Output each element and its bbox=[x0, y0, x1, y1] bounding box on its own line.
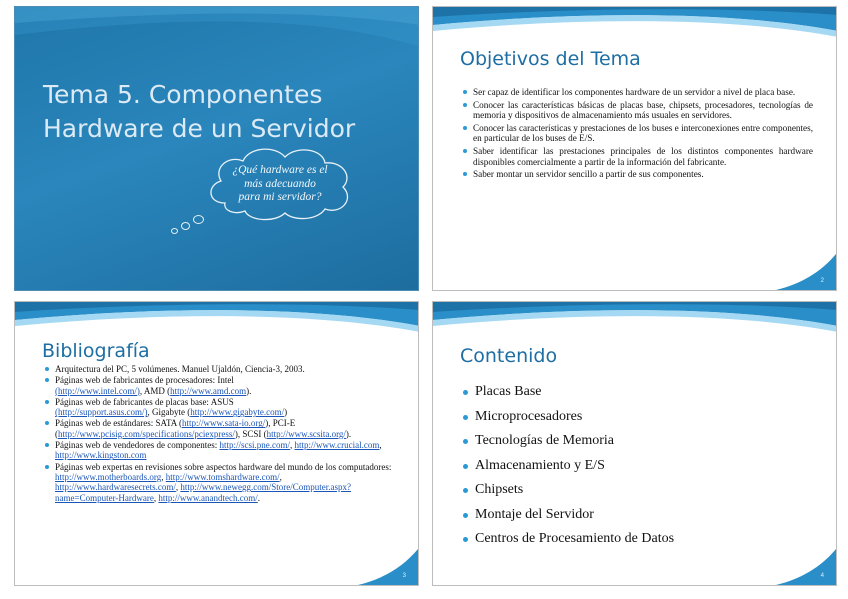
slide-4-contenido bbox=[432, 301, 837, 586]
anandtech-link[interactable]: http://www.anandtech.com/ bbox=[158, 492, 258, 503]
bibliography-list bbox=[45, 364, 395, 504]
bibliography-item bbox=[45, 364, 395, 374]
bib-text: , AMD ( bbox=[139, 385, 171, 396]
pcie-link[interactable]: http://www.pcisig.com/specifications/pciexpress/ bbox=[58, 428, 235, 439]
title-line-2: Hardware de un Servidor bbox=[43, 114, 356, 143]
bib-text: Páginas web de estándares: SATA ( bbox=[55, 418, 183, 429]
objective-item: Saber identificar las prestaciones principales de los distintos componentes hardware disponibles comercialmente a partir de la información del fabricante. bbox=[463, 146, 813, 167]
bib-text: ) bbox=[284, 407, 288, 418]
crucial-link[interactable]: http://www.crucial.com bbox=[294, 440, 380, 451]
thought-line-2: más adecuando bbox=[244, 177, 316, 190]
sata-link[interactable]: http://www.sata-io.org/ bbox=[182, 418, 266, 429]
bib-text: Páginas web de fabricantes de placas base: ASUS bbox=[55, 396, 234, 407]
bib-text: , bbox=[279, 471, 282, 482]
hardwaresecrets-link[interactable]: http://www.hardwaresecrets.com/ bbox=[55, 482, 176, 493]
bib-text: ), PCI-E ( bbox=[55, 418, 296, 439]
bib-text: , bbox=[153, 492, 159, 503]
contents-list bbox=[463, 384, 813, 556]
contents-item: Chipsets bbox=[463, 482, 813, 498]
slide-3-bibliografia bbox=[14, 301, 419, 586]
bibliography-item bbox=[45, 462, 395, 503]
bib-text: , bbox=[161, 471, 166, 482]
bib-text: , bbox=[379, 440, 382, 451]
objective-item: Ser capaz de identificar los componentes hardware de un servidor a nivel de placa base. bbox=[463, 87, 813, 98]
thought-bubble-small bbox=[171, 228, 178, 234]
contents-item: Centros de Procesamiento de Datos bbox=[463, 531, 813, 547]
thought-bubble-medium bbox=[181, 222, 190, 230]
contents-item: Microprocesadores bbox=[463, 409, 813, 425]
slide-4-corner-decoration bbox=[776, 549, 836, 585]
slide-4-title: Contenido bbox=[460, 345, 558, 367]
motherboards-link[interactable]: http://www.motherboards.org bbox=[55, 471, 162, 482]
slide-2-title: Objetivos del Tema bbox=[460, 48, 641, 70]
bibliography-item bbox=[45, 440, 395, 461]
bib-text: , Gigabyte ( bbox=[147, 407, 191, 418]
bib-text: , bbox=[175, 482, 181, 493]
scsi-pne-link[interactable]: http://scsi.pne.com/ bbox=[219, 440, 290, 451]
intel-link[interactable]: (http://www.intel.com/) bbox=[55, 385, 140, 396]
bibliography-item bbox=[45, 418, 395, 439]
bib-text: Páginas web de fabricantes de procesadores: Intel bbox=[55, 375, 234, 386]
slide-3-corner-decoration bbox=[358, 549, 418, 585]
bib-text: Páginas web de vendedores de componentes: bbox=[55, 440, 220, 451]
contents-item: Almacenamiento y E/S bbox=[463, 458, 813, 474]
bib-text: ), SCSI ( bbox=[234, 428, 267, 439]
bib-text: ). bbox=[345, 428, 352, 439]
bibliography-item bbox=[45, 397, 395, 418]
asus-link[interactable]: (http://support.asus.com/) bbox=[55, 407, 148, 418]
amd-link[interactable]: http://www.amd.com bbox=[170, 385, 247, 396]
slide-1-heading bbox=[43, 78, 355, 146]
tomshardware-link[interactable]: http://www.tomshardware.com/ bbox=[165, 471, 280, 482]
thought-line-1: ¿Qué hardware es el bbox=[232, 164, 328, 176]
thought-line-3: para mi servidor? bbox=[238, 191, 322, 203]
slide-2-page-number: 2 bbox=[820, 278, 824, 284]
title-line-1: Tema 5. Componentes bbox=[43, 80, 323, 109]
objectives-list bbox=[463, 87, 813, 182]
slide-2-objetivos bbox=[432, 6, 837, 291]
scsi-link[interactable]: http://www.scsita.org/ bbox=[266, 428, 346, 439]
newegg-link[interactable]: http://www.newegg.com/Store/Computer.aspx?name=Computer-Hardware bbox=[55, 482, 352, 503]
thought-bubble-large bbox=[193, 215, 204, 224]
bib-text: Páginas web expertas en revisiones sobre aspectos hardware del mundo de los computadores: bbox=[55, 461, 392, 472]
contents-item: Montaje del Servidor bbox=[463, 507, 813, 523]
bib-text: . bbox=[257, 492, 261, 503]
slide-3-title: Bibliografía bbox=[42, 340, 150, 362]
contents-item: Tecnologías de Memoria bbox=[463, 433, 813, 449]
slide-1-title bbox=[14, 6, 419, 291]
kingston-link[interactable]: http://www.kingston.com bbox=[55, 450, 147, 461]
bib-text: ). bbox=[246, 385, 252, 396]
slide-2-corner-decoration bbox=[776, 254, 836, 290]
contents-item: Placas Base bbox=[463, 384, 813, 400]
slide-1-wave-decoration bbox=[15, 7, 419, 77]
objective-item: Conocer las características y prestaciones de los buses e interconexiones entre componentes, en particular de los buses de E/S. bbox=[463, 123, 813, 144]
gigabyte-link[interactable]: http://www.gigabyte.com/ bbox=[190, 407, 285, 418]
thought-text bbox=[218, 164, 342, 205]
bibliography-item bbox=[45, 375, 395, 396]
slide-3-page-number: 3 bbox=[402, 573, 406, 579]
slide-4-page-number: 4 bbox=[820, 573, 824, 579]
objective-item: Saber montar un servidor sencillo a partir de sus componentes. bbox=[463, 169, 813, 180]
objective-item: Conocer las características básicas de placas base, chipsets, procesadores, tecnologías de memoria y dispositivos de almacenamiento más usuales en servidores. bbox=[463, 100, 813, 121]
bib-text: Arquitectura del PC, 5 volúmenes. Manuel Ujaldón, Ciencia-3, 2003. bbox=[55, 364, 305, 374]
bib-text: , bbox=[289, 440, 295, 451]
